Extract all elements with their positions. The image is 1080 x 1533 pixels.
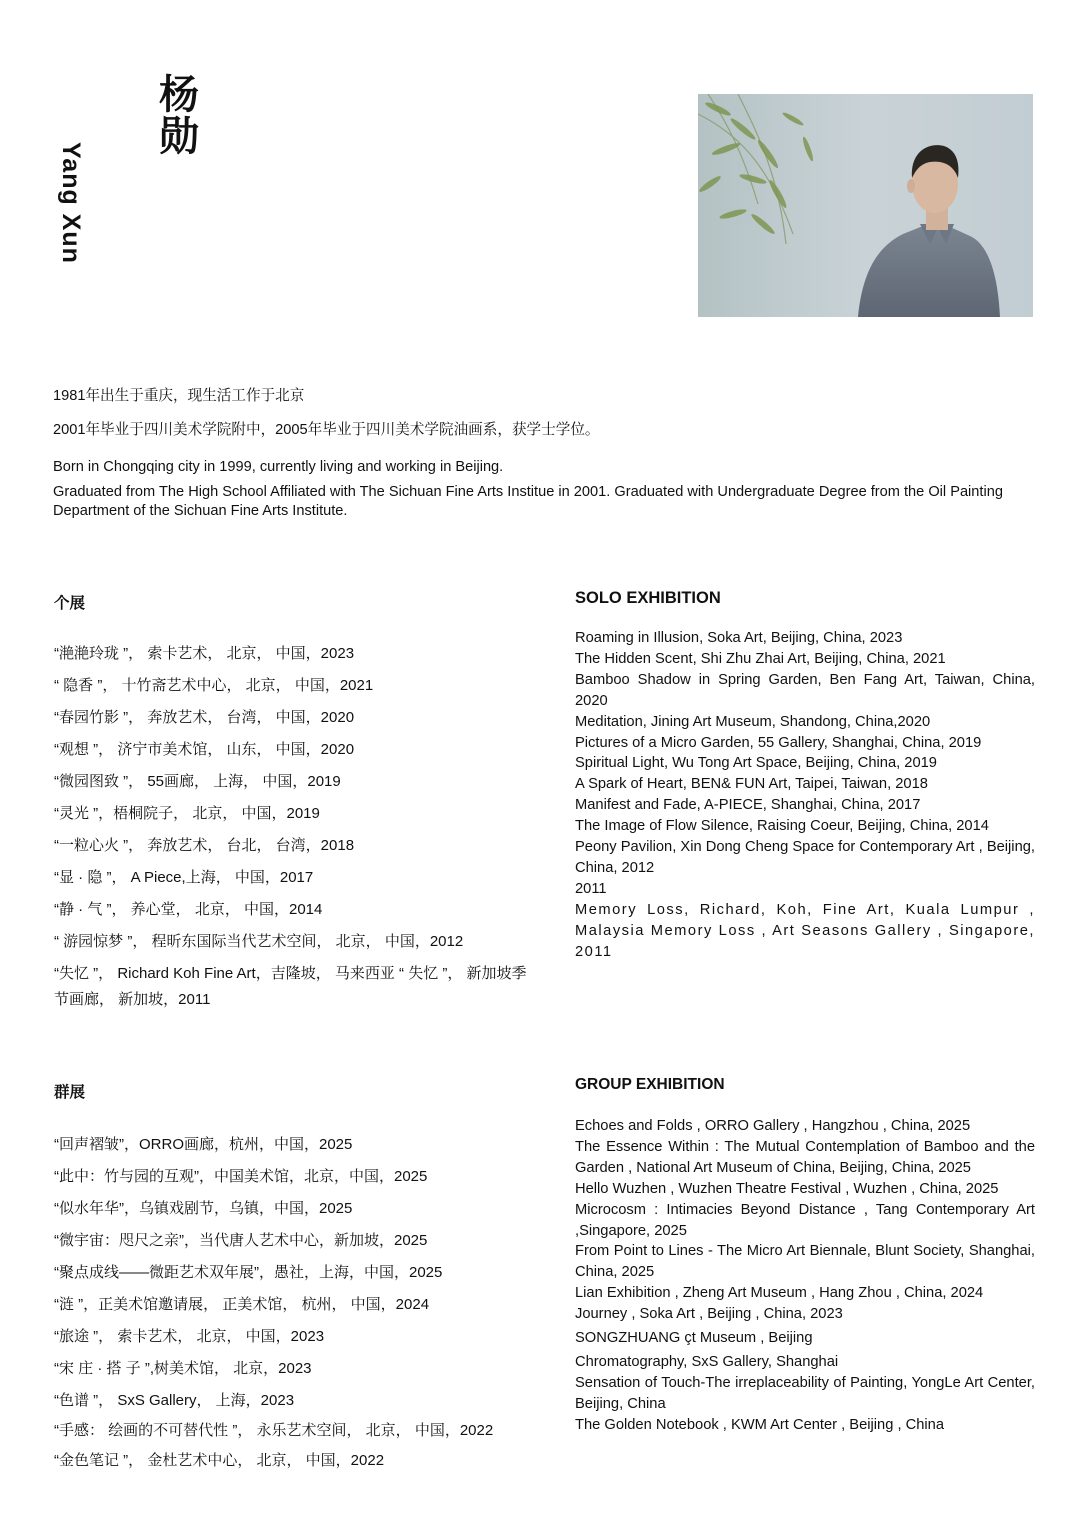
list-item: Sensation of Touch-The irreplaceability of Painting, YongLe Art Center, Beijing, China: [575, 1374, 1035, 1412]
list-item: “微宇宙：咫尺之亲”，当代唐人艺术中心，新加坡，2025: [54, 1232, 428, 1249]
list-item: Peony Pavilion, Xin Dong Cheng Space for Contemporary Art , Beijing, China, 2012: [575, 839, 1035, 876]
group-exhibition-title-english: GROUP EXHIBITION: [575, 1076, 725, 1093]
group-exhibition-list-chinese: [54, 1132, 534, 1480]
list-item: Microcosm : Intimacies Beyond Distance , Tang Contemporary Art ,Singapore, 2025: [575, 1201, 1035, 1239]
list-item: Manifest and Fade, A-PIECE, Shanghai, China, 2017: [575, 797, 921, 814]
list-item: “此中：竹与园的互观”，中国美术馆，北京，中国，2025: [54, 1168, 428, 1185]
artist-portrait-photo: [698, 94, 1033, 317]
solo-exhibition-title-chinese: 个展: [54, 594, 86, 612]
list-item: “手感： 绘画的不可替代性 ”， 永乐艺术空间， 北京， 中国，2022: [54, 1422, 494, 1439]
list-item: Spiritual Light, Wu Tong Art Space, Beijing, China, 2019: [575, 755, 937, 772]
list-item: Meditation, Jining Art Museum, Shandong, China,2020: [575, 713, 931, 730]
portrait-illustration: [698, 94, 1033, 317]
group-exhibition-list-english: [575, 1116, 1035, 1436]
list-item: “观想 ”， 济宁市美术馆， 山东， 中国，2020: [54, 741, 355, 758]
list-item: “滟滟玲珑 ”， 索卡艺术， 北京， 中国，2023: [54, 645, 355, 662]
list-item: “失忆 ”， Richard Koh Fine Art，吉隆坡， 马来西亚 “ 失忆 ”， 新加坡季节画廊， 新加坡，2011: [54, 965, 527, 1008]
list-item: “旅途 ”， 索卡艺术， 北京， 中国，2023: [54, 1328, 325, 1345]
solo-exhibition-title-english: SOLO EXHIBITION: [575, 589, 721, 607]
artist-name-english: Yang Xun: [57, 142, 85, 264]
list-item: Hello Wuzhen , Wuzhen Theatre Festival , Wuzhen , China, 2025: [575, 1180, 999, 1197]
bio-english-line-1: Born in Chongqing city in 1999, currently living and working in Beijing.: [53, 459, 504, 475]
list-item: Lian Exhibition , Zheng Art Museum , Hang Zhou , China, 2024: [575, 1285, 984, 1302]
list-item: “灵光 ”，梧桐院子， 北京， 中国，2019: [54, 805, 320, 822]
list-item: From Point to Lines - The Micro Art Biennale, Blunt Society, Shanghai, China, 2025: [575, 1243, 1035, 1281]
list-item: “ 隐香 ”， 十竹斋艺术中心， 北京， 中国，2021: [54, 677, 374, 694]
bio-chinese-line-2: 2001年毕业于四川美术学院附中，2005年毕业于四川美术学院油画系，获学士学位。: [53, 422, 600, 438]
list-item: A Spark of Heart, BEN& FUN Art, Taipei, Taiwan, 2018: [575, 776, 928, 793]
list-item: “涟 ”，正美术馆邀请展， 正美术馆， 杭州， 中国，2024: [54, 1296, 430, 1313]
list-item: Bamboo Shadow in Spring Garden, Ben Fang Art, Taiwan, China, 2020: [575, 671, 1035, 709]
list-item: “似水年华”，乌镇戏剧节，乌镇，中国，2025: [54, 1200, 353, 1217]
bio-chinese-line-1: 1981年出生于重庆，现生活工作于北京: [53, 388, 305, 404]
list-item: 2011: [575, 880, 607, 897]
list-item: “ 游园惊梦 ”， 程昕东国际当代艺术空间， 北京， 中国，2012: [54, 933, 464, 950]
list-item: “春园竹影 ”， 奔放艺术， 台湾， 中国，2020: [54, 709, 355, 726]
bio-english-line-2: Graduated from The High School Affiliated with The Sichuan Fine Arts Institue in 2001. Graduated with Undergraduate Degree from the Oil Painting Department of the Sichuan Fine Arts Institute.: [53, 484, 1003, 519]
solo-exhibition-list-chinese: [54, 641, 534, 1019]
list-item: “宋 庄 · 搭 子 ”,树美术馆， 北京，2023: [54, 1360, 312, 1377]
list-item: Memory Loss, Richard, Koh, Fine Art, Kuala Lumpur , Malaysia Memory Loss , Art Seasons Gallery , Singapore, 2011: [575, 901, 1035, 960]
list-item: “聚点成线——微距艺术双年展”，愚社，上海，中国，2025: [54, 1264, 443, 1281]
list-item: “回声褶皱”，ORRO画廊，杭州，中国，2025: [54, 1136, 353, 1153]
group-exhibition-title-chinese: 群展: [54, 1083, 86, 1101]
list-item: “显 · 隐 ”， A Piece,上海， 中国，2017: [54, 869, 314, 886]
list-item: The Hidden Scent, Shi Zhu Zhai Art, Beijing, China, 2021: [575, 650, 946, 667]
list-item: “微园图致 ”， 55画廊， 上海， 中国，2019: [54, 773, 341, 790]
list-item: “金色笔记 ”， 金杜艺术中心， 北京， 中国，2022: [54, 1452, 385, 1469]
list-item: SONGZHUANG çt Museum , Beijing: [575, 1330, 813, 1347]
solo-exhibition-list-english: [575, 628, 1035, 963]
name-char-2: 勋: [159, 114, 199, 160]
list-item: Chromatography, SxS Gallery, Shanghai: [575, 1353, 839, 1370]
list-item: “色谱 ”， SxS Gallery， 上海，2023: [54, 1392, 295, 1409]
artist-name-chinese: [155, 74, 203, 158]
list-item: Echoes and Folds , ORRO Gallery , Hangzhou , China, 2025: [575, 1118, 971, 1134]
list-item: The Golden Notebook , KWM Art Center , Beijing , China: [575, 1416, 944, 1433]
list-item: The Essence Within : The Mutual Contemplation of Bamboo and the Garden , National Art Museum of China, Beijing, China, 2025: [575, 1138, 1035, 1176]
name-char-1: 杨: [159, 72, 199, 118]
list-item: Pictures of a Micro Garden, 55 Gallery, Shanghai, China, 2019: [575, 734, 982, 751]
list-item: Roaming in Illusion, Soka Art, Beijing, China, 2023: [575, 630, 903, 646]
list-item: “一粒心火 ”， 奔放艺术， 台北， 台湾，2018: [54, 837, 355, 854]
list-item: The Image of Flow Silence, Raising Coeur, Beijing, China, 2014: [575, 818, 989, 835]
list-item: Journey , Soka Art , Beijing , China, 2023: [575, 1306, 843, 1323]
list-item: “静 · 气 ”， 养心堂， 北京， 中国，2014: [54, 901, 323, 918]
